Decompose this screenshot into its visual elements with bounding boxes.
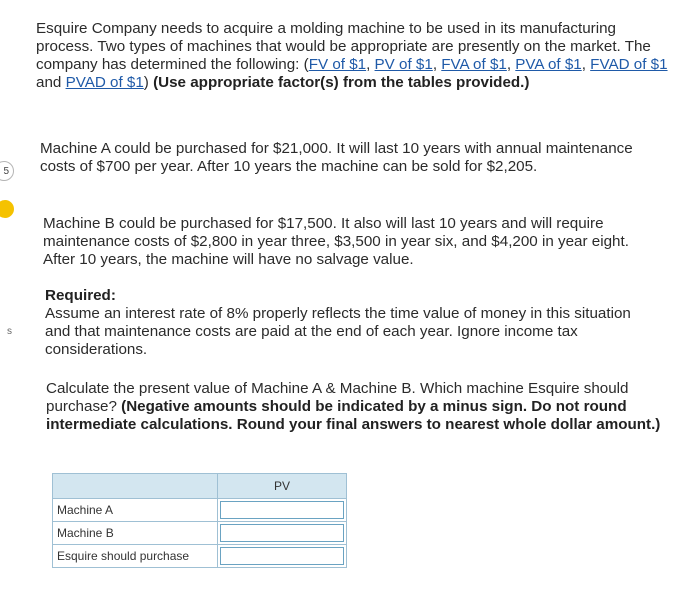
required-section	[45, 287, 660, 359]
required-heading-text: Required:	[45, 287, 116, 304]
required-text: Assume an interest rate of 8% properly reflects the time value of money in this situation and that maintenance costs are paid at the end of each year. Ignore income tax considerations.	[45, 305, 631, 358]
separator: ,	[366, 56, 375, 73]
row-label-purchase: Esquire should purchase	[53, 545, 218, 568]
pv-input-machine-b[interactable]	[220, 524, 344, 542]
separator: )	[143, 74, 154, 91]
pv-cell-machine-a[interactable]	[218, 499, 347, 522]
gutter-marker: s	[7, 326, 12, 337]
separator: ,	[581, 56, 591, 73]
factor-instruction: (Use appropriate factor(s) from the tables provided.)	[153, 74, 530, 91]
separator: ,	[506, 56, 516, 73]
link-pv-of-1[interactable]: PV of $1	[374, 56, 433, 73]
link-pvad-of-1[interactable]: PVAD of $1	[65, 74, 144, 91]
instruction-paragraph	[46, 380, 661, 434]
answer-table	[52, 473, 347, 568]
purchase-select[interactable]	[220, 547, 344, 565]
instruction-text: Calculate the present value of Machine A & Machine B. Which machine Esquire should purchase?	[46, 380, 629, 415]
instruction-bold: (Negative amounts should be indicated by a minus sign. Do not round intermediate calculations. Round your final answers to nearest whole dollar amount.)	[46, 398, 661, 433]
row-label-machine-b: Machine B	[53, 522, 218, 545]
header-blank-cell	[53, 474, 218, 499]
table-row	[53, 522, 347, 545]
table-row	[53, 545, 347, 568]
left-gutter	[0, 0, 22, 615]
machine-b-paragraph: Machine B could be purchased for $17,500. It also will last 10 years and will require maintenance costs of $2,800 in year three, $3,500 in year six, and $4,200 in year eight. After 10 years, the machine will have no salvage value.	[43, 215, 629, 268]
link-fvad-of-1[interactable]: FVAD of $1	[590, 56, 668, 73]
intro-text: Esquire Company needs to acquire a molding machine to be used in its manufacturing process. Two types of machines that would be appropriate are presently on the market. The company has determined the following: (	[36, 20, 651, 73]
table-header-row	[53, 474, 347, 499]
link-pva-of-1[interactable]: PVA of $1	[515, 56, 582, 73]
row-label-machine-a: Machine A	[53, 499, 218, 522]
table-row	[53, 499, 347, 522]
required-heading	[45, 287, 660, 305]
separator: and	[36, 74, 66, 91]
separator: ,	[432, 56, 442, 73]
link-fva-of-1[interactable]: FVA of $1	[441, 56, 507, 73]
progress-dot-icon	[0, 200, 14, 218]
link-fv-of-1[interactable]: FV of $1	[308, 56, 367, 73]
question-number-badge: 5	[0, 161, 14, 181]
pv-cell-machine-b[interactable]	[218, 522, 347, 545]
machine-a-paragraph: Machine A could be purchased for $21,000. It will last 10 years with annual maintenance costs of $700 per year. After 10 years the machine can be sold for $2,205.	[40, 140, 633, 175]
purchase-select-cell[interactable]	[218, 545, 347, 568]
intro-paragraph	[36, 20, 676, 92]
header-pv: PV	[218, 474, 347, 499]
pv-input-machine-a[interactable]	[220, 501, 344, 519]
